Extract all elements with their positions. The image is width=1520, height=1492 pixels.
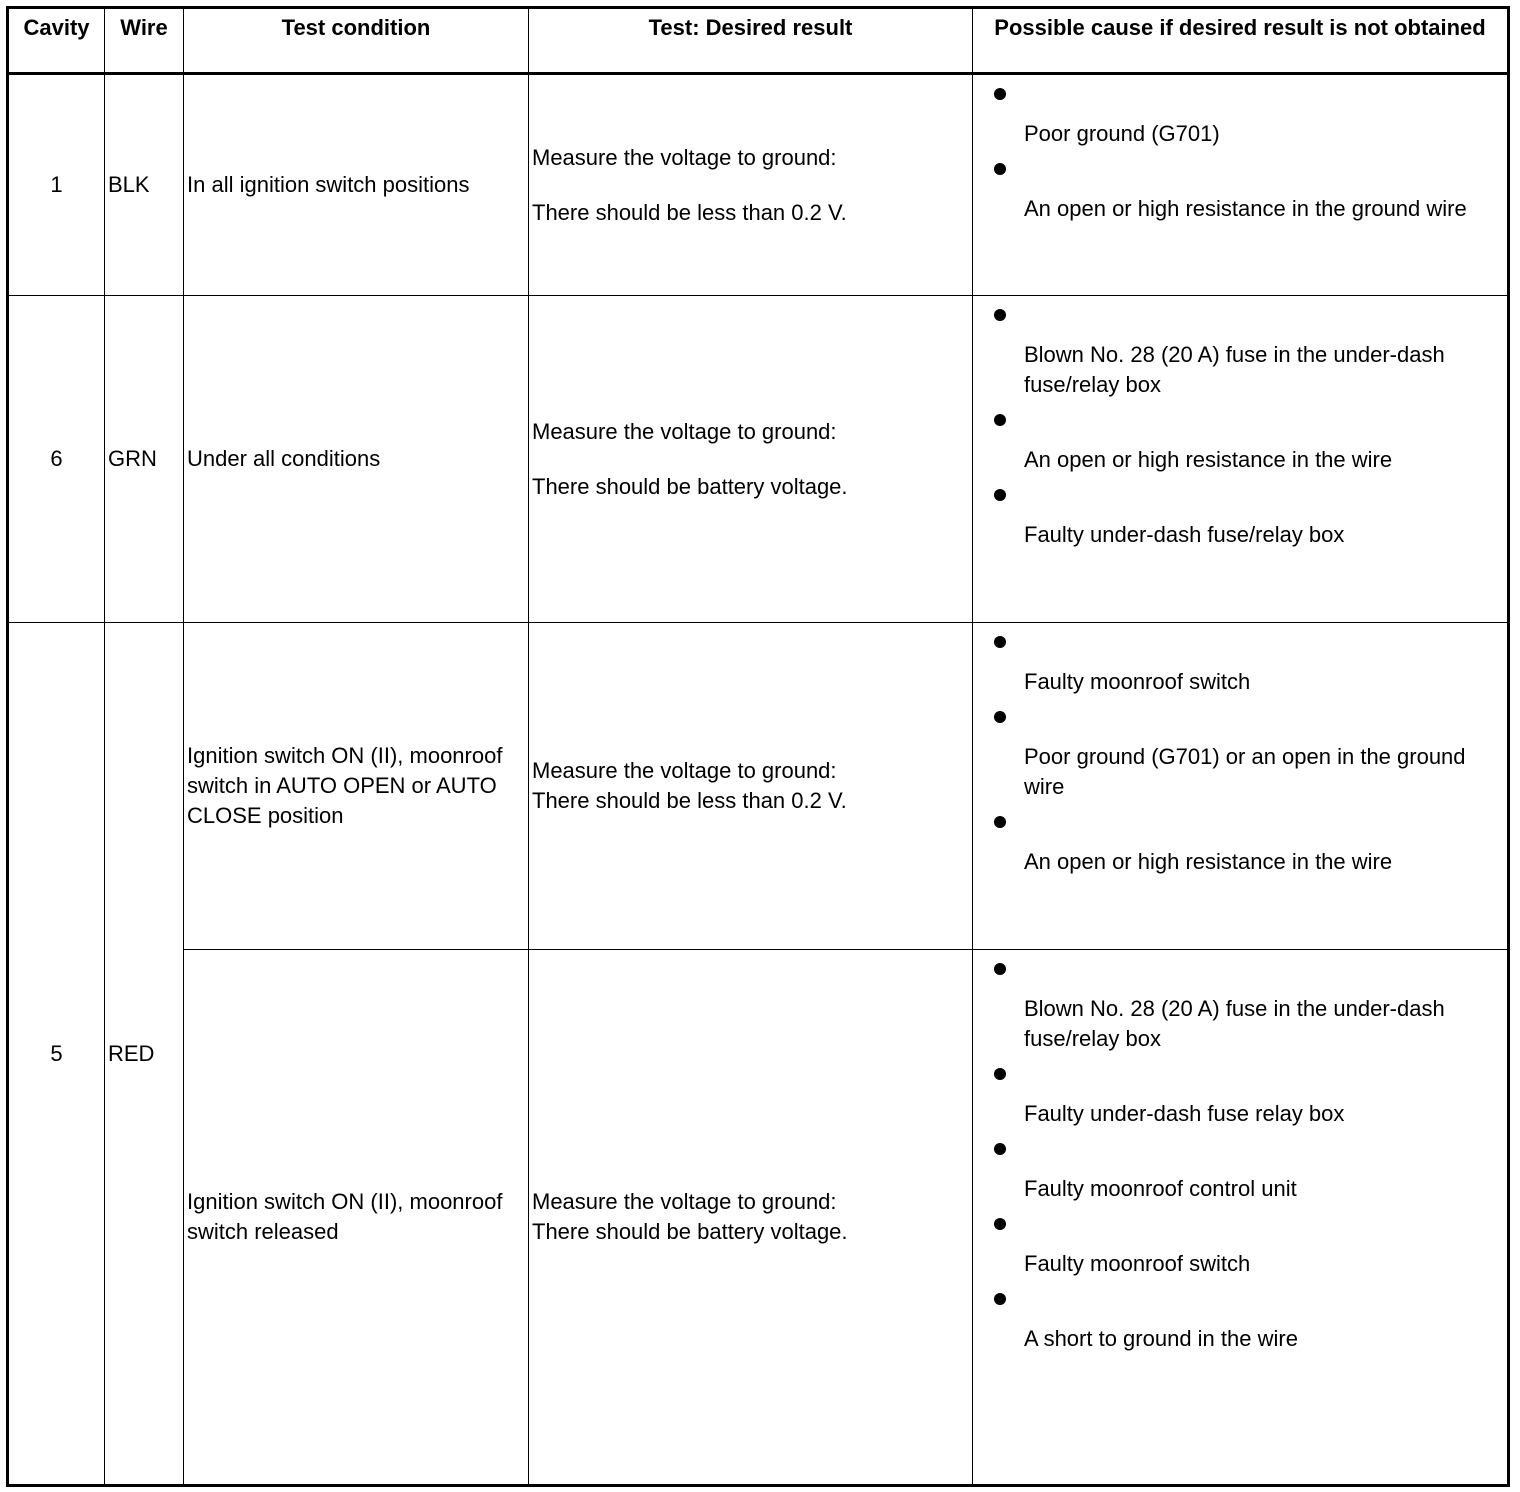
bullet-icon (994, 309, 1006, 321)
header-desired-result: Test: Desired result (529, 8, 973, 74)
header-row (8, 8, 1509, 74)
table-row (8, 950, 1509, 1486)
cavity-cell: 5 (8, 623, 105, 1486)
list-item (973, 952, 1507, 1054)
cause-text: An open or high resistance in the wire (1024, 447, 1393, 472)
cause-cell (973, 74, 1509, 296)
cavity-cell: 6 (8, 296, 105, 623)
cause-text: Blown No. 28 (20 A) fuse in the under-dash fuse/relay box (1024, 996, 1445, 1051)
result-line: There should be battery voltage. (532, 1219, 848, 1244)
list-item (973, 1207, 1507, 1279)
cause-list (973, 952, 1507, 1354)
wire-cell: RED (105, 623, 184, 1486)
cause-cell (973, 623, 1509, 950)
bullet-icon (994, 1218, 1006, 1230)
list-item (973, 77, 1507, 149)
result-cell (529, 950, 973, 1486)
list-item (973, 1132, 1507, 1204)
result-line: There should be less than 0.2 V. (532, 788, 847, 813)
bullet-icon (994, 1293, 1006, 1305)
result-line: There should be battery voltage. (532, 473, 848, 499)
condition-cell: In all ignition switch positions (184, 74, 529, 296)
cause-text: Faulty moonroof control unit (1024, 1176, 1297, 1201)
header-possible-cause: Possible cause if desired result is not obtained (973, 8, 1509, 74)
result-cell (529, 74, 973, 296)
result-line: Measure the voltage to ground: (532, 144, 837, 170)
list-item (973, 700, 1507, 802)
list-item (973, 403, 1507, 475)
result-line: Measure the voltage to ground: (532, 758, 837, 783)
bullet-icon (994, 636, 1006, 648)
cause-text: A short to ground in the wire (1024, 1326, 1298, 1351)
cause-text: Faulty moonroof switch (1024, 669, 1251, 694)
bullet-icon (994, 414, 1006, 426)
list-item (973, 1057, 1507, 1129)
list-item (973, 1282, 1507, 1354)
result-cell (529, 296, 973, 623)
bullet-icon (994, 816, 1006, 828)
cause-list (973, 625, 1507, 877)
condition-cell: Under all conditions (184, 296, 529, 623)
list-item (973, 152, 1507, 224)
bullet-icon (994, 1143, 1006, 1155)
result-cell (529, 623, 973, 950)
cause-cell (973, 950, 1509, 1486)
cause-text: An open or high resistance in the ground wire (1024, 196, 1467, 221)
result-line: Measure the voltage to ground: (532, 1189, 837, 1214)
table-row (8, 296, 1509, 623)
wire-cell: GRN (105, 296, 184, 623)
condition-cell: Ignition switch ON (II), moonroof switch in AUTO OPEN or AUTO CLOSE position (184, 623, 529, 950)
bullet-icon (994, 963, 1006, 975)
cause-list (973, 298, 1507, 550)
table-row (8, 623, 1509, 950)
cause-text: Faulty under-dash fuse/relay box (1024, 522, 1345, 547)
header-wire: Wire (105, 8, 184, 74)
list-item (973, 625, 1507, 697)
bullet-icon (994, 711, 1006, 723)
cause-text: Poor ground (G701) or an open in the ground wire (1024, 744, 1466, 799)
result-line: Measure the voltage to ground: (532, 418, 837, 444)
cause-text: Faulty under-dash fuse relay box (1024, 1101, 1345, 1126)
list-item (973, 805, 1507, 877)
cause-text: Faulty moonroof switch (1024, 1251, 1251, 1276)
table-row (8, 74, 1509, 296)
cause-text: Poor ground (G701) (1024, 121, 1220, 146)
cause-text: An open or high resistance in the wire (1024, 849, 1393, 874)
result-line: There should be less than 0.2 V. (532, 199, 847, 225)
bullet-icon (994, 489, 1006, 501)
cause-cell (973, 296, 1509, 623)
bullet-icon (994, 163, 1006, 175)
bullet-icon (994, 1068, 1006, 1080)
header-test-condition: Test condition (184, 8, 529, 74)
wire-cell: BLK (105, 74, 184, 296)
cause-list (973, 77, 1507, 224)
diagnostic-table (6, 6, 1510, 1487)
list-item (973, 298, 1507, 400)
cause-text: Blown No. 28 (20 A) fuse in the under-dash fuse/relay box (1024, 342, 1445, 397)
bullet-icon (994, 88, 1006, 100)
header-cavity: Cavity (8, 8, 105, 74)
cavity-cell: 1 (8, 74, 105, 296)
condition-cell: Ignition switch ON (II), moonroof switch released (184, 950, 529, 1486)
list-item (973, 478, 1507, 550)
